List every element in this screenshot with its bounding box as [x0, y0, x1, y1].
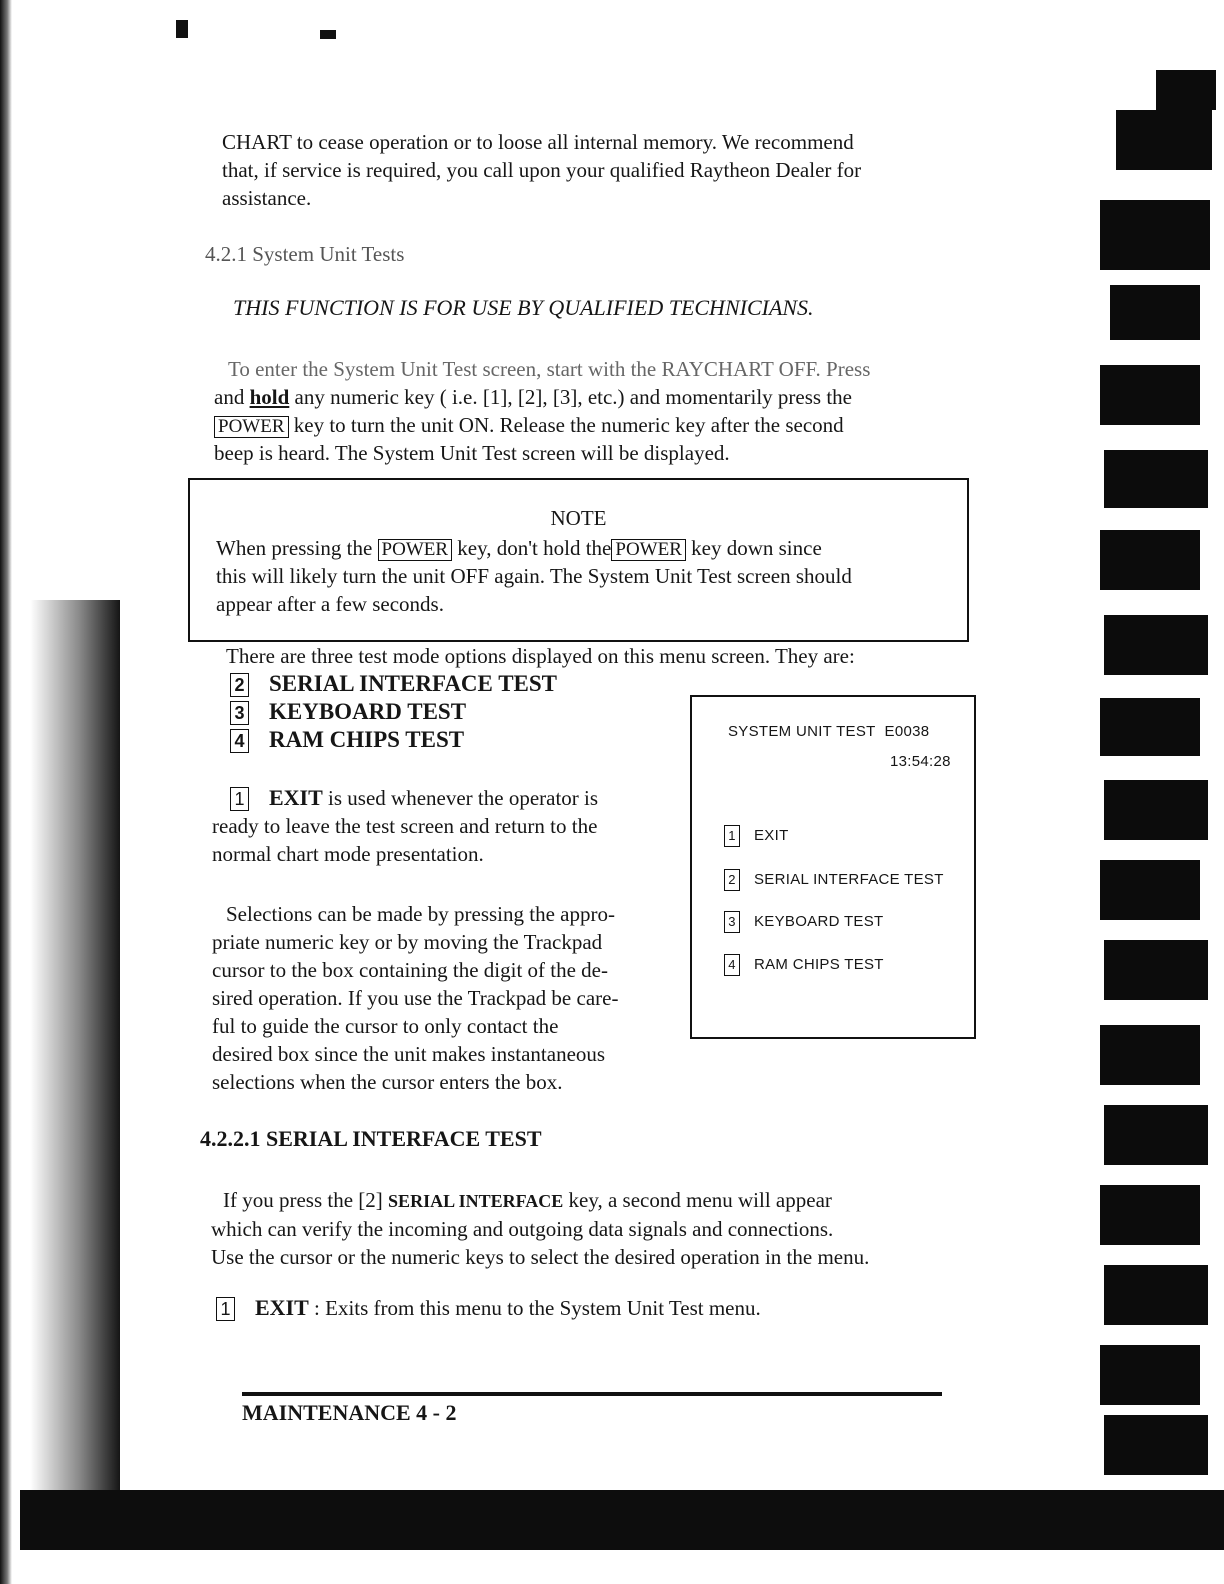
- serial-line: If you press the [2] SERIAL INTERFACE key, a second menu will appear: [223, 1188, 832, 1212]
- exit-line: normal chart mode presentation.: [212, 842, 484, 866]
- scan-mark: [320, 30, 336, 39]
- intro-paragraph: [222, 128, 942, 212]
- system-unit-test-screen: [690, 695, 976, 1039]
- intro-line: that, if service is required, you call upon your qualified Raytheon Dealer for: [222, 158, 862, 182]
- enter-line: To enter the System Unit Test screen, start with the RAYCHART OFF. Press: [228, 357, 871, 381]
- options-intro: There are three test mode options displayed on this menu screen. They are:: [226, 644, 855, 668]
- intro-line: CHART to cease operation or to loose all internal memory. We recommend: [222, 130, 854, 154]
- key-number-box: 2: [230, 673, 249, 697]
- spiral-binding: [1100, 70, 1224, 1510]
- selection-paragraph: [212, 900, 682, 1096]
- scan-shadow: [30, 600, 120, 1550]
- screen-item: 2 SERIAL INTERFACE TEST: [724, 869, 944, 891]
- subsection-heading: 4.2.2.1 SERIAL INTERFACE TEST: [200, 1126, 542, 1151]
- note-line: this will likely turn the unit OFF again. The System Unit Test screen should: [216, 564, 852, 588]
- warning-text: THIS FUNCTION IS FOR USE BY QUALIFIED TECHNICIANS.: [233, 295, 814, 320]
- key-number-box: 4: [724, 954, 740, 976]
- scan-bottom-band: [20, 1490, 1224, 1550]
- note-line: When pressing the POWER key, don't hold the POWER key down since: [216, 536, 822, 560]
- options-list: [230, 670, 557, 754]
- selection-line: desired box since the unit makes instantaneous: [212, 1042, 606, 1066]
- selection-line: priate numeric key or by moving the Trackpad: [212, 930, 603, 954]
- selection-line: ful to guide the cursor to only contact the: [212, 1014, 559, 1038]
- scan-left-edge: [0, 0, 12, 1584]
- enter-line: beep is heard. The System Unit Test screen will be displayed.: [214, 441, 730, 465]
- power-key: POWER: [611, 539, 686, 561]
- exit-menu-line: 1 EXIT : Exits from this menu to the System Unit Test menu.: [216, 1294, 761, 1322]
- key-number-box: 2: [724, 869, 740, 891]
- serial-line: which can verify the incoming and outgoing data signals and connections.: [211, 1217, 834, 1241]
- option-item: 4 RAM CHIPS TEST: [230, 726, 557, 754]
- selection-line: sired operation. If you use the Trackpad be care-: [212, 986, 619, 1010]
- option-item: 3 KEYBOARD TEST: [230, 698, 557, 726]
- key-number-box: 1: [216, 1297, 235, 1321]
- exit-paragraph: [212, 784, 682, 868]
- serial-line: Use the cursor or the numeric keys to select the desired operation in the menu.: [211, 1245, 870, 1269]
- section-heading: 4.2.1 System Unit Tests: [205, 242, 405, 266]
- key-number-box: 1: [230, 787, 249, 811]
- screen-title: SYSTEM UNIT TEST E0038: [728, 723, 930, 740]
- key-number-box: 3: [724, 911, 740, 933]
- screen-item: 4 RAM CHIPS TEST: [724, 954, 884, 976]
- selection-line: selections when the cursor enters the box.: [212, 1070, 563, 1094]
- screen-item: 1 EXIT: [724, 825, 789, 847]
- footer-rule: [242, 1392, 942, 1396]
- exit-line: 1 EXIT is used whenever the operator is: [212, 784, 682, 812]
- key-number-box: 1: [724, 825, 740, 847]
- key-number-box: 4: [230, 729, 249, 753]
- note-box: [188, 478, 969, 642]
- screen-item: 3 KEYBOARD TEST: [724, 911, 884, 933]
- power-key: POWER: [378, 539, 453, 561]
- scan-mark: [176, 20, 188, 38]
- enter-line: and hold any numeric key ( i.e. [1], [2], [3], etc.) and momentarily press the: [214, 385, 852, 409]
- footer-text: MAINTENANCE 4 - 2: [242, 1400, 457, 1425]
- option-item: 2 SERIAL INTERFACE TEST: [230, 670, 557, 698]
- note-line: appear after a few seconds.: [216, 592, 444, 616]
- note-title: NOTE: [550, 506, 607, 530]
- exit-line: ready to leave the test screen and return to the: [212, 814, 598, 838]
- intro-line: assistance.: [222, 186, 312, 210]
- key-number-box: 3: [230, 701, 249, 725]
- power-key: POWER: [214, 416, 289, 438]
- hold-word: hold: [249, 385, 290, 409]
- enter-line: POWER key to turn the unit ON. Release the numeric key after the second: [214, 411, 944, 439]
- enter-paragraph: [214, 355, 944, 467]
- serial-paragraph: [211, 1186, 951, 1271]
- screen-time: 13:54:28: [890, 753, 951, 770]
- selection-line: cursor to the box containing the digit of the de-: [212, 958, 608, 982]
- selection-line: Selections can be made by pressing the appro-: [226, 902, 615, 926]
